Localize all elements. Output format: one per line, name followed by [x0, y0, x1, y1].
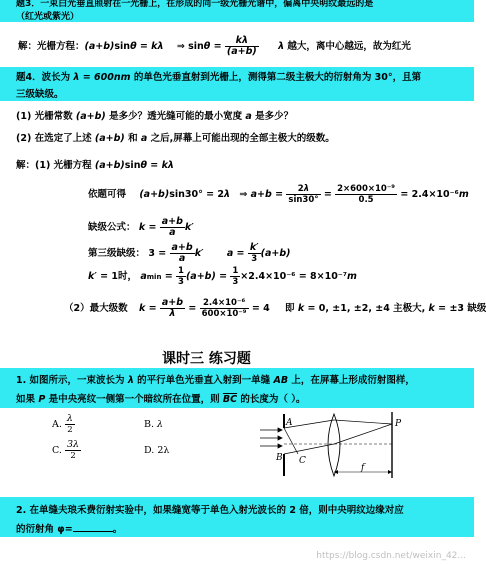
slit-diffraction-diagram: [258, 410, 408, 482]
q3-solution: 解：光栅方程：(a+b)sinθ = kλ ⇒ sinθ = $\frac{k\lambda}{(a+b)}$ λ 越大，离中心越远，故为红光: [18, 35, 411, 57]
ex2-stem-2: 的衍射角 φ= 。: [16, 524, 123, 535]
q4-kprime: k′ = 1时， amin = $\frac{1}{3}$ (a+b) = $\frac{1}{3}$ ×2.4×10⁻⁶ = 8×10⁻⁷m: [88, 266, 357, 287]
q4-sub2: (2) 在选定了上述 (a+b) 和 a 之后,屏幕上可能出现的全部主极大的级数。: [16, 133, 335, 144]
q4-third-missing: 第三级缺级： 3 = $\frac{a+b}{a}$ k′ a = $\frac{k'}{3}$ (a+b): [88, 242, 291, 264]
q4-line-a: 依题可得 (a+b)sin30° = 2λ ⇒ a+b = $\frac{2\lambda}{\sin 30^\circ}$ = $\frac{\text{2×600×10⁻⁹}}{0.5}$ = 2.4×10⁻⁶m: [88, 184, 469, 205]
ex2-stem-1: 2. 在单缝夫琅禾费衍射实验中，如果缝宽等于单色入射光波长的 2 倍，则中央明纹边缘对应: [16, 505, 404, 516]
fig-label-p: P: [395, 419, 402, 429]
q4-miss-formula: 缺级公式： k = $\frac{a+b}{a}$ k′: [88, 216, 194, 238]
fig-label-c: C: [299, 456, 306, 466]
q4-sub1: (1) 光栅常数 (a+b) 是多少？透光缝可能的最小宽度 a 是多少？: [16, 111, 294, 122]
ex1-option-b[interactable]: B. λ: [144, 419, 164, 430]
q4-stem-2: 三级缺级。: [16, 89, 64, 100]
q3-stem: 题3．一束白光垂直照射在一光栅上，在形成的同一级光栅光谱中，偏离中央明纹最远的是: [16, 0, 374, 9]
ex1-stem-2: 如果 P 是中央亮纹一侧第一个暗纹所在位置，则 $\overline{BC}$ 的长度为（ ）。: [16, 394, 306, 405]
fig-label-b: B: [276, 453, 283, 463]
fig-label-f: f: [361, 463, 365, 473]
ex1-option-c[interactable]: C. $\frac{3\lambda}{2}$: [52, 439, 80, 461]
section-title: 课时三 练习题: [162, 351, 251, 367]
q4-stem-1: 题4．波长为 λ = 600nm 的单色光垂直射到光栅上，测得第二级主极大的衍射角为 30°，且第: [16, 72, 422, 83]
ex1-option-d[interactable]: D. 2λ: [144, 445, 170, 456]
q4-solution-head: 解：(1) 光栅方程 (a+b)sinθ = kλ: [16, 160, 174, 171]
ex1-stem-1: 1. 如图所示，一束波长为 λ 的平行单色光垂直入射到一单缝 AB 上，在屏幕上形成衍射图样，: [16, 375, 415, 386]
watermark: https://blog.csdn.net/weixin_42...: [316, 551, 466, 561]
ex2-answer-blank[interactable]: [73, 531, 113, 532]
fig-label-a: A: [286, 418, 293, 428]
q3-stem-2: （红光或紫光）: [16, 12, 80, 22]
ex1-option-a[interactable]: A. $\frac{\lambda}{2}$: [52, 413, 73, 435]
q4-part2: （2）最大级数 k = $\frac{a+b}{\lambda}$ = $\frac{\text{2.4×10⁻⁶}}{\text{600×10⁻⁹}}$ = 4 即 k = 0, ±1, ±2, ±4 主极大, k = ±3 缺级: [64, 297, 486, 319]
